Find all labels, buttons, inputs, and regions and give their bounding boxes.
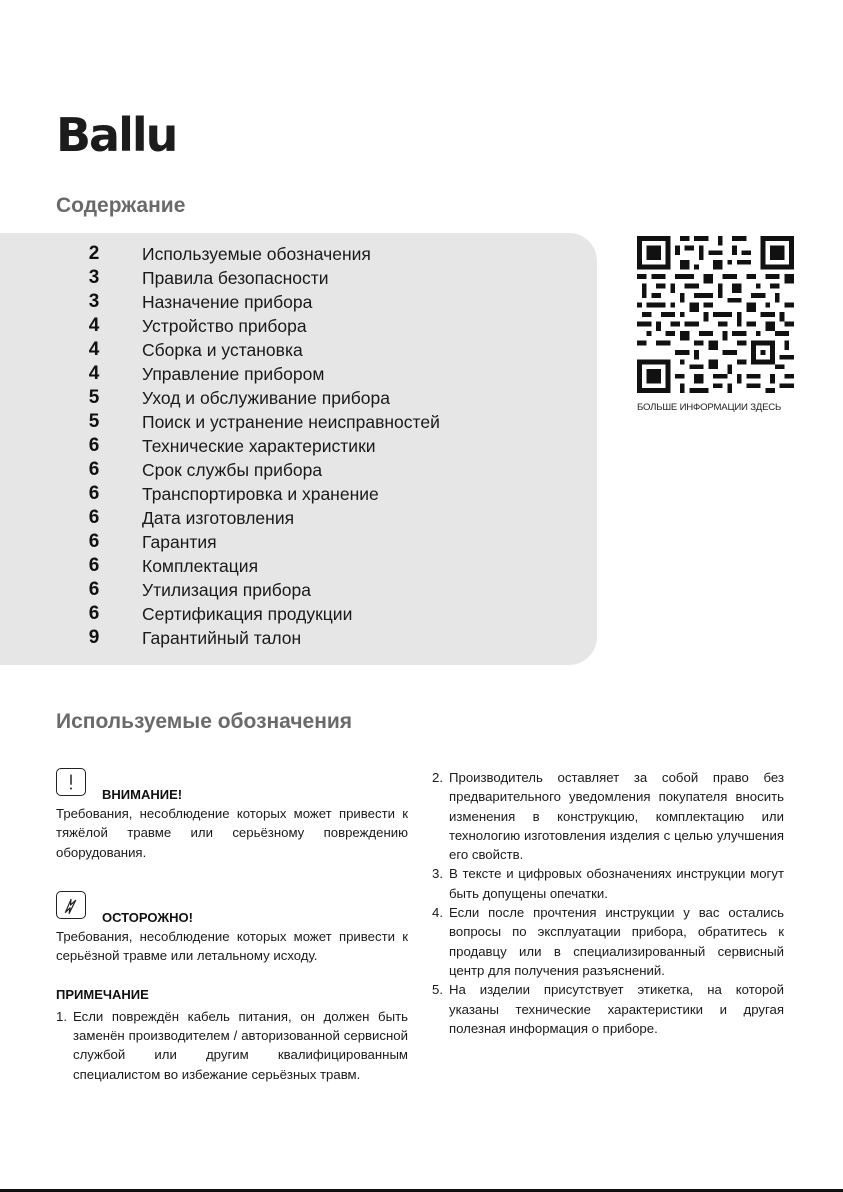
- list-item: [432, 768, 784, 864]
- toc-item[interactable]: [0, 434, 597, 458]
- toc-page-number: 6: [88, 483, 100, 504]
- toc-page-number: 6: [88, 531, 100, 552]
- list-text: На изделии присутствует этикетка, на которой указаны технические характеристики и другая полезная информация о приборе.: [449, 982, 784, 1036]
- toc-page-number: 6: [88, 579, 100, 600]
- note-list: [56, 1007, 408, 1084]
- toc-item-label: Транспортировка и хранение: [142, 484, 379, 504]
- toc-page-number: 6: [88, 435, 100, 456]
- toc-item[interactable]: [0, 602, 597, 626]
- toc-page-number: 5: [88, 411, 100, 432]
- toc-page-number: 4: [88, 363, 100, 384]
- toc-item[interactable]: [0, 626, 597, 650]
- toc-page-number: 3: [88, 267, 100, 288]
- list-number: 4.: [432, 905, 443, 921]
- toc-item[interactable]: [0, 242, 597, 266]
- list-text: Если повреждён кабель питания, он должен быть заменён производителем / авторизованной сервисной службой или другим квалифицированным специалистом во избежание серьёзных травм.: [73, 1008, 408, 1082]
- left-column: [56, 768, 408, 1084]
- toc-item[interactable]: [0, 482, 597, 506]
- caution-notice: [56, 891, 408, 927]
- toc-page-number: 4: [88, 339, 100, 360]
- toc-item-label: Поиск и устранение неисправностей: [142, 412, 440, 432]
- toc-panel: [0, 233, 597, 665]
- exclamation-icon: [56, 768, 86, 796]
- right-column: [432, 768, 784, 1038]
- attention-text: Требования, несоблюдение которых может привести к тяжёлой травме или серьёзному повреждению оборудования.: [56, 806, 408, 860]
- lightning-icon: [56, 891, 86, 919]
- toc-item[interactable]: [0, 386, 597, 410]
- toc-item-label: Срок службы прибора: [142, 460, 323, 480]
- list-number: 5.: [432, 982, 443, 998]
- toc-page-number: 6: [88, 603, 100, 624]
- toc-page-number: 6: [88, 459, 100, 480]
- toc-item[interactable]: [0, 506, 597, 530]
- toc-item[interactable]: [0, 362, 597, 386]
- toc-item-label: Комплектация: [142, 556, 259, 576]
- toc-item[interactable]: [0, 290, 597, 314]
- toc-page-number: 3: [88, 291, 100, 312]
- toc-item-label: Сборка и установка: [142, 340, 303, 360]
- toc-item-label: Гарантийный талон: [142, 628, 302, 648]
- toc-item-label: Технические характеристики: [142, 436, 376, 456]
- toc-item-label: Утилизация прибора: [142, 580, 311, 600]
- list-text: Если после прочтения инструкции у вас остались вопросы по эксплуатации прибора, обратитесь к продавцу или в специализированный сервисный центр для получения разъяснений.: [449, 905, 784, 978]
- toc-page-number: 4: [88, 315, 100, 336]
- caution-text: Требования, несоблюдение которых может привести к серьёзной травме или летальному исходу.: [56, 928, 408, 964]
- list-number: 1.: [56, 1008, 67, 1024]
- list-number: 3.: [432, 866, 443, 882]
- toc-item-label: Гарантия: [142, 532, 217, 552]
- toc-item[interactable]: [0, 458, 597, 482]
- toc-page-number: 6: [88, 507, 100, 528]
- toc-title: Содержание: [56, 194, 186, 217]
- toc-item[interactable]: [0, 338, 597, 362]
- toc-item[interactable]: [0, 266, 597, 290]
- qr-code[interactable]: [637, 236, 794, 393]
- list-text: Производитель оставляет за собой право без предварительного уведомления покупателя вносить изменения в конструкцию, комплектацию или технологию изготовления изделия с целью улучшения его свойств.: [449, 770, 784, 863]
- attention-notice: [56, 768, 408, 804]
- toc-item-label: Управление прибором: [142, 364, 325, 384]
- toc-item-label: Сертификация продукции: [142, 604, 353, 624]
- section-title: Используемые обозначения: [56, 710, 353, 733]
- toc-item-label: Уход и обслуживание прибора: [142, 388, 390, 408]
- toc-item[interactable]: [0, 314, 597, 338]
- note-heading: ПРИМЕЧАНИЕ: [56, 987, 149, 1003]
- toc-item-label: Дата изготовления: [142, 508, 295, 528]
- toc-item[interactable]: [0, 578, 597, 602]
- toc-page-number: 9: [88, 627, 100, 648]
- toc-item[interactable]: [0, 410, 597, 434]
- toc-item-label: Правила безопасности: [142, 268, 329, 288]
- toc-item[interactable]: [0, 530, 597, 554]
- toc-page-number: 2: [88, 243, 100, 264]
- toc-page-number: 5: [88, 387, 100, 408]
- list-item: [432, 903, 784, 980]
- toc-page-number: 6: [88, 555, 100, 576]
- attention-heading: ВНИМАНИЕ!: [102, 787, 183, 802]
- list-item: [432, 980, 784, 1038]
- toc-item-label: Устройство прибора: [142, 316, 307, 336]
- list-text: В тексте и цифровых обозначениях инструкции могут быть допущены опечатки.: [449, 866, 784, 901]
- list-number: 2.: [432, 770, 443, 785]
- qr-caption: БОЛЬШЕ ИНФОРМАЦИИ ЗДЕСЬ: [637, 402, 782, 413]
- toc-item[interactable]: [0, 554, 597, 578]
- caution-heading: ОСТОРОЖНО!: [102, 909, 193, 925]
- brand-logo: Ballu: [56, 108, 177, 162]
- list-item: [432, 864, 784, 903]
- toc-item-label: Используемые обозначения: [142, 244, 371, 264]
- toc-item-label: Назначение прибора: [142, 292, 313, 312]
- note-list-continued: [432, 768, 784, 1038]
- list-item: [56, 1007, 408, 1084]
